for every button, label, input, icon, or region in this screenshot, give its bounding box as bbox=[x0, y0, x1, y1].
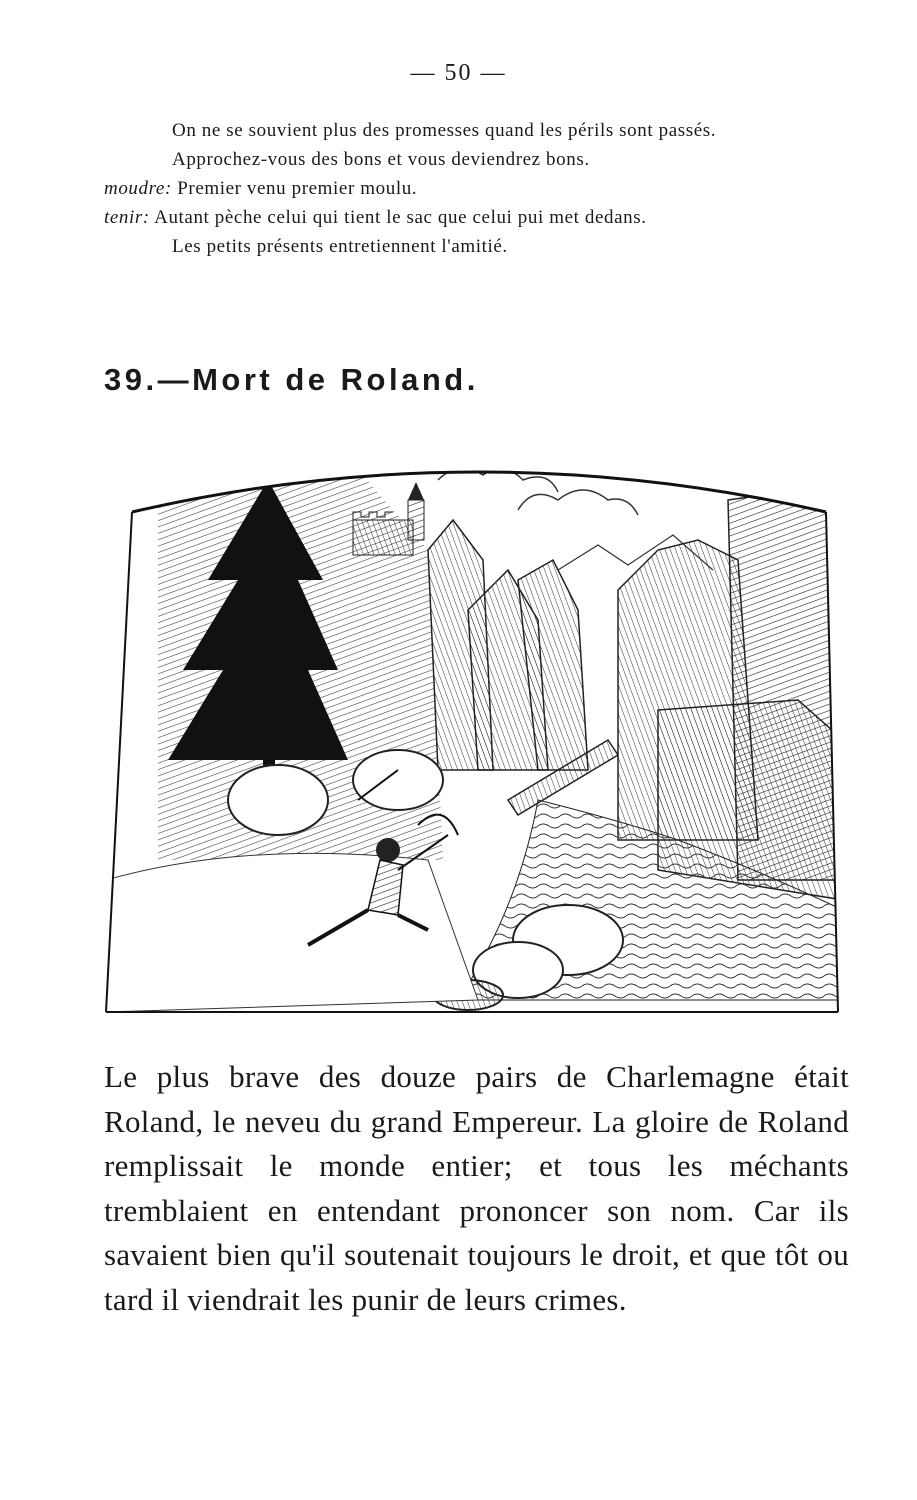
illustration-roland-gorge bbox=[98, 440, 850, 1020]
proverb-line bbox=[104, 174, 849, 203]
proverb-line bbox=[104, 203, 849, 232]
proverb-line: Les petits présents entretiennent l'amitié. bbox=[172, 236, 508, 257]
proverb-keyword: tenir: bbox=[104, 207, 150, 228]
proverb-line: Approchez-vous des bons et vous deviendrez bons. bbox=[172, 149, 590, 170]
proverb-text: Autant pèche celui qui tient le sac que celui pui met dedans. bbox=[154, 207, 647, 228]
proverb-line: On ne se souvient plus des promesses quand les périls sont passés. bbox=[172, 120, 717, 141]
section-heading: 39.—Mort de Roland. bbox=[104, 362, 479, 397]
proverb-keyword: moudre: bbox=[104, 178, 172, 199]
body-paragraph: Le plus brave des douze pairs de Charlemagne était Roland, le neveu du grand Empereur. La gloire de Roland remplissait le monde entier; et tous les méchants tremblaient en entendant prononcer son nom. Car ils savaient bien qu'il soutenait toujours le droit, et que tôt ou tard il viendrait les punir de leurs crimes. bbox=[104, 1059, 849, 1317]
page-number: — 50 — bbox=[410, 60, 507, 86]
proverbs-list bbox=[104, 116, 849, 261]
proverb-text: Premier venu premier moulu. bbox=[177, 178, 418, 199]
